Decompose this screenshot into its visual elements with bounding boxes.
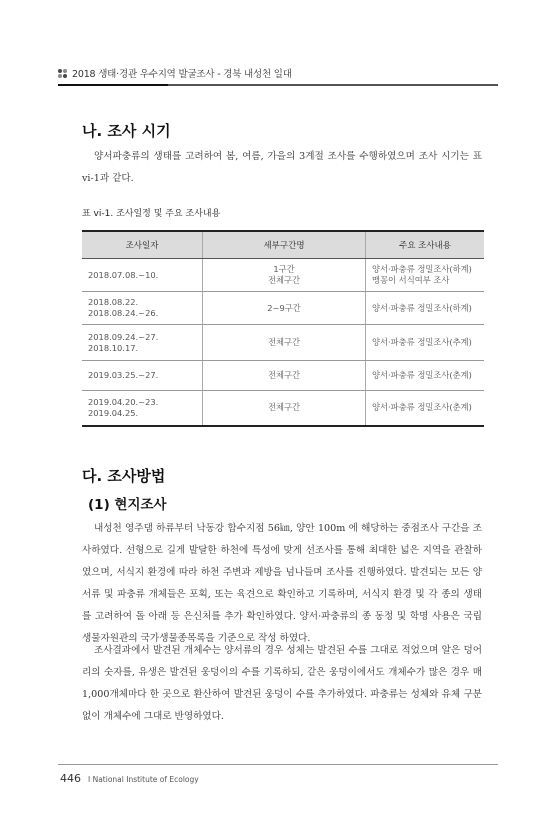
table-row — [82, 292, 484, 325]
running-header — [58, 64, 498, 82]
column-header-section: 세부구간명 — [203, 231, 366, 259]
cell-section: 전체구간 — [203, 361, 366, 391]
page-number: 446 — [60, 772, 81, 785]
paragraph-field-survey-method: 내성천 영주댐 하류부터 낙동강 합수지점 56㎞, 양안 100m 에 해당하는 중점조사 구간을 조사하였다. 선형으로 길게 발달한 하천에 특성에 맞게 선조사를 통해 최대한 넓은 지역을 관찰하였으며, 서식지 환경에 따라 하천 주변과 제방을 넘나들며 조사를 진행하였다. 발견되는 모든 양서류 및 파충류 개체들은 포획, 또는 육견으로 확인하고 기록하며, 서식지 환경 및 각 종의 생태를 고려하여 돌 아래 등 은신처를 추가 확인하였다. 양서·파충류의 종 동정 및 학명 사용은 국립생물자원관의 국가생물종목록을 기준으로 작성 하였다. — [82, 523, 482, 644]
cell-content: 양서·파충류 정밀조사(추계) — [366, 325, 485, 361]
paragraph-counting-method: 조사결과에서 발견된 개체수는 양서류의 경우 성체는 발견된 수를 그대로 적었으며 알은 덩어리의 숫자를, 유생은 발견된 웅덩이의 수를 기록하되, 같은 웅덩이에서도 개체수가 많은 경우 매 1,000개체마다 한 곳으로 환산하여 발견된 웅덩이 수를 추가하였다. 파충류는 성체와 유체 구분 없이 개체수에 그대로 반영하였다. — [82, 645, 482, 722]
table-row — [82, 361, 484, 391]
cell-section: 전체구간 — [203, 391, 366, 426]
header-title: 2018 생태·경관 우수지역 발굴조사 - 경북 내성천 일대 — [72, 69, 292, 80]
cell-date: 2019.03.25.~27. — [82, 361, 203, 391]
cell-date: 2018.07.08.~10. — [82, 259, 203, 292]
cell-content: 양서·파충류 정밀조사(춘계) — [366, 361, 485, 391]
table-row — [82, 391, 484, 426]
header-divider-accent — [58, 84, 168, 86]
footer-divider — [58, 764, 498, 765]
cell-date: 2018.09.24.~27. 2018.10.17. — [82, 325, 203, 361]
cell-date: 2019.04.20.~23. 2019.04.25. — [82, 391, 203, 426]
section-heading-da: 다. 조사방법 — [82, 467, 166, 485]
table-row — [82, 259, 484, 292]
paragraph-survey-period: 양서파충류의 생태를 고려하여 봄, 여름, 가을의 3계절 조사를 수행하였으며 조사 시기는 표 vi-1과 같다. — [82, 151, 482, 184]
cell-content: 양서·파충류 정밀조사(하계) 맹꽁이 서식여부 조사 — [366, 259, 485, 292]
cell-content: 양서·파충류 정밀조사(춘계) — [366, 391, 485, 426]
table-caption: 표 vi-1. 조사일정 및 주요 조사내용 — [82, 209, 221, 219]
table-header-row — [82, 231, 484, 259]
column-header-content: 주요 조사내용 — [366, 231, 485, 259]
cell-section: 1구간 전체구간 — [203, 259, 366, 292]
table-row — [82, 325, 484, 361]
cell-section: 전체구간 — [203, 325, 366, 361]
survey-schedule-table — [82, 230, 484, 427]
subsection-heading-field-survey: (1) 현지조사 — [88, 497, 167, 513]
cell-section: 2~9구간 — [203, 292, 366, 325]
column-header-date: 조사일자 — [82, 231, 203, 259]
cell-content: 양서·파충류 정밀조사(하계) — [366, 292, 485, 325]
section-heading-na: 나. 조사 시기 — [82, 122, 171, 140]
cell-date: 2018.08.22. 2018.08.24.~26. — [82, 292, 203, 325]
footer-organization: I National Institute of Ecology — [88, 775, 199, 784]
header-dots-icon — [58, 69, 67, 78]
